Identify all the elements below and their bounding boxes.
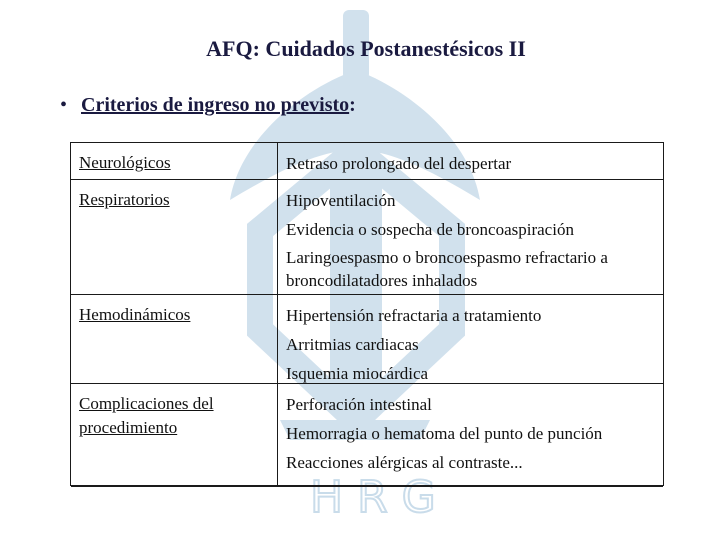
bullet-heading-text: Criterios de ingreso no previsto [81,94,350,116]
row-items [286,301,661,388]
bullet-heading [60,94,356,117]
row-items [286,186,661,292]
row-item: Hemorragia o hematoma del punto de punción [286,424,603,443]
criteria-table [70,142,664,486]
row-item: Hipertensión refractaria a tratamiento [286,306,542,325]
bullet-heading-colon: : [349,94,356,116]
row-item: Isquemia miocárdica [286,364,429,383]
row-item: Laringoespasmo o broncoespasmo refractario a broncodilatadores inhalados [286,248,608,290]
svg-text:HRG: HRG [310,472,450,523]
row-items [286,149,661,178]
table-row [71,384,663,487]
table-row [71,295,663,384]
column-divider [277,143,278,485]
row-item: Retraso prolongado del despertar [286,154,512,173]
row-item: Arritmias cardiacas [286,335,419,354]
table-row [71,143,663,180]
row-item: Perforación intestinal [286,395,432,414]
row-category: Complicaciones del procedimiento [79,394,214,437]
row-item: Evidencia o sospecha de broncoaspiración [286,220,574,239]
row-items [286,390,661,477]
row-category: Neurológicos [79,153,171,172]
table-row [71,180,663,295]
row-category: Respiratorios [79,190,170,209]
row-item: Hipoventilación [286,191,396,210]
row-category: Hemodinámicos [79,305,191,324]
bullet-marker: • [60,94,68,116]
row-item: Reacciones alérgicas al contraste... [286,453,523,472]
slide-title: AFQ: Cuidados Postanestésicos II [206,36,526,61]
